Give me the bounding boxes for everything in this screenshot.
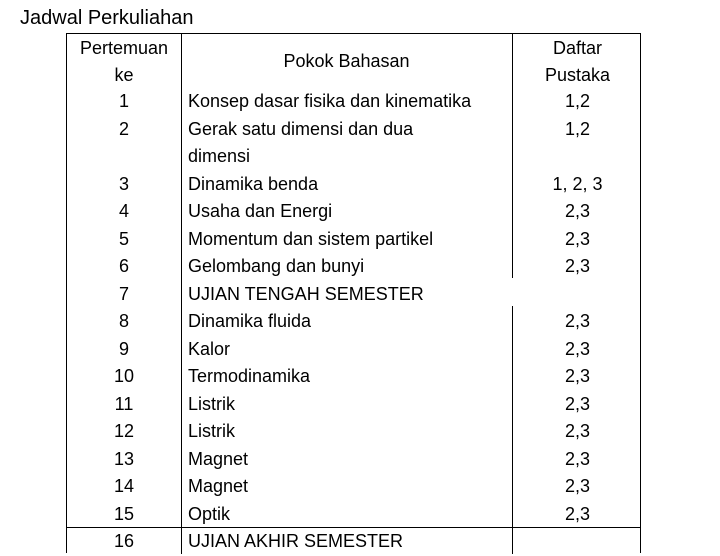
row-topic: Magnet [188,476,249,496]
row-reference: 2,3 [564,366,591,386]
row-reference: 2,3 [564,201,591,221]
row-topic: Termodinamika [188,366,311,386]
header-topic: Pokok Bahasan [283,51,410,71]
row-reference: 2,3 [564,421,591,441]
row-topic: Kalor [188,339,231,359]
column-divider-topic-upper [512,34,513,278]
row-number: 9 [118,339,129,359]
row-topic: UJIAN TENGAH SEMESTER [188,284,424,304]
row-reference: 2,3 [564,476,591,496]
page-title: Jadwal Perkuliahan [20,7,194,29]
row-reference: 1, 2, 3 [552,174,603,194]
row-topic: Momentum dan sistem partikel [188,229,434,249]
row-number: 6 [118,256,129,276]
row-topic: UJIAN AKHIR SEMESTER [188,531,404,551]
row-number: 10 [113,366,135,386]
row-number: 2 [118,119,129,139]
column-divider-meeting [181,34,182,554]
row-reference: 2,3 [564,311,591,331]
row-topic-continuation: dimensi [188,146,251,166]
row-reference: 1,2 [564,119,591,139]
row-number: 5 [118,229,129,249]
row-reference: 2,3 [564,229,591,249]
row-number: 3 [118,174,129,194]
row-reference: 2,3 [564,504,591,524]
row-number: 16 [113,531,135,551]
row-topic: Listrik [188,394,236,414]
header-meeting-line2: ke [114,65,134,85]
row-reference: 2,3 [564,256,591,276]
row-number: 14 [113,476,135,496]
header-meeting-line1: Pertemuan [79,38,169,58]
row-topic: Gerak satu dimensi dan dua [188,119,414,139]
row-number: 11 [114,394,134,414]
header-reference-line2: Pustaka [544,65,611,85]
row-reference: 2,3 [564,394,591,414]
row-topic: Dinamika fluida [188,311,312,331]
header-reference-line1: Daftar [552,38,603,58]
row-reference: 1,2 [564,91,591,111]
row-reference: 2,3 [564,339,591,359]
row-number: 8 [118,311,129,331]
row-number: 4 [118,201,129,221]
row-reference: 2,3 [564,449,591,469]
row-number: 1 [118,91,129,111]
row-topic: Gelombang dan bunyi [188,256,365,276]
row-topic: Konsep dasar fisika dan kinematika [188,91,472,111]
schedule-table [66,33,641,553]
row-topic: Listrik [188,421,236,441]
row-number: 7 [118,284,129,304]
row-number: 15 [113,504,135,524]
row-topic: Magnet [188,449,249,469]
column-divider-topic-lower [512,306,513,554]
row-topic: Optik [188,504,231,524]
row-number: 13 [113,449,135,469]
row-topic: Usaha dan Energi [188,201,333,221]
row-topic: Dinamika benda [188,174,319,194]
row-number: 12 [113,421,135,441]
